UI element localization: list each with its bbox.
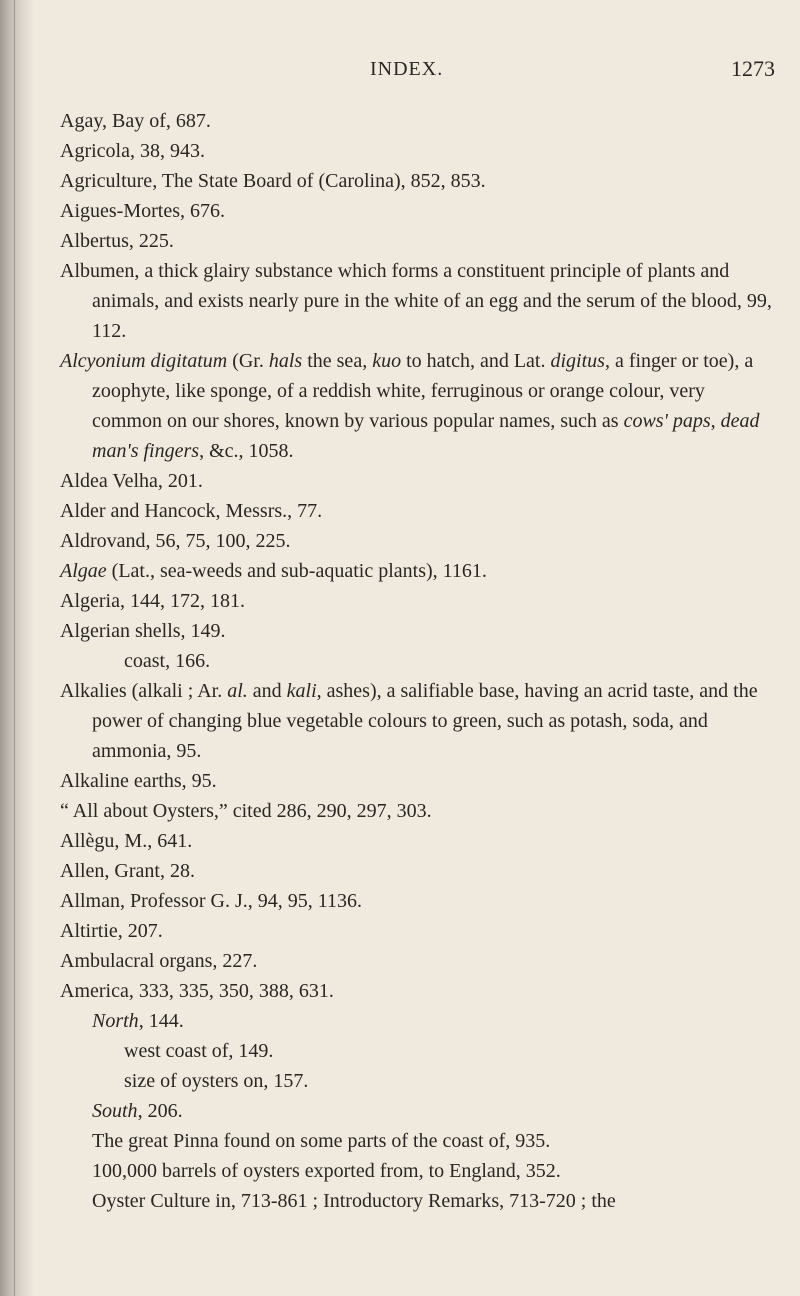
entry-text: , &c., 1058.: [199, 440, 294, 462]
entry-text: , a finger or toe), a zoophyte, like sponge, of a reddish white, ferruginous or orange colour, very common on our shores, known by various popular names, such as: [92, 350, 754, 432]
index-entry: [60, 346, 775, 466]
index-subentry: Oyster Culture in, 713-861 ; Introductory Remarks, 713-720 ; the: [92, 1190, 616, 1212]
index-subentry: size of oysters on, 157.: [124, 1070, 309, 1092]
index-entry: Agricola, 38, 943.: [60, 140, 205, 162]
index-subentry: [60, 1096, 775, 1126]
entry-term-italic: kuo: [372, 350, 402, 372]
entry-term-italic: cows' paps: [623, 410, 711, 432]
entry-text: the sea,: [302, 350, 373, 372]
entry-term-italic: dead man's fingers: [92, 410, 760, 462]
index-entry: “ All about Oysters,” cited 286, 290, 297, 303.: [60, 800, 432, 822]
page-binding-line: [14, 0, 15, 1296]
page-header: [60, 58, 775, 106]
index-subentry: The great Pinna found on some parts of the coast of, 935.: [92, 1130, 551, 1152]
entry-term-italic: Alcyonium digitatum: [60, 350, 228, 372]
index-entry: Allègu, M., 641.: [60, 830, 193, 852]
entry-term-italic: al.: [227, 680, 248, 702]
index-entry: Albumen, a thick glairy substance which forms a constituent principle of plants and animals, and exists nearly pure in the white of an egg and the serum of the blood, 99, 112.: [60, 260, 772, 342]
entry-text: to hatch, and Lat.: [401, 350, 551, 372]
index-entry: Algeria, 144, 172, 181.: [60, 590, 245, 612]
entry-text: and: [247, 680, 287, 702]
index-subentry: west coast of, 149.: [124, 1040, 274, 1062]
index-entry: Altirtie, 207.: [60, 920, 163, 942]
index-subentry: 100,000 barrels of oysters exported from, to England, 352.: [92, 1160, 561, 1182]
index-entry: Aldea Velha, 201.: [60, 470, 203, 492]
entry-text: , 144.: [138, 1010, 184, 1032]
entry-term-italic: North: [92, 1010, 139, 1032]
entry-term-italic: hals: [268, 350, 303, 372]
index-entry: Allen, Grant, 28.: [60, 860, 195, 882]
index-subentry: [60, 1006, 775, 1036]
index-page: [60, 58, 775, 1216]
entry-term-italic: South: [92, 1100, 138, 1122]
index-entry: Ambulacral organs, 227.: [60, 950, 258, 972]
index-entry: Albertus, 225.: [60, 230, 174, 252]
index-entry: Aigues-Mortes, 676.: [60, 200, 225, 222]
index-entry: Agay, Bay of, 687.: [60, 110, 211, 132]
entry-text: Alkalies (alkali ; Ar.: [60, 680, 228, 702]
index-entry: America, 333, 335, 350, 388, 631.: [60, 980, 334, 1002]
index-entries: [60, 106, 775, 1216]
entry-text: ,: [710, 410, 721, 432]
index-entry: Aldrovand, 56, 75, 100, 225.: [60, 530, 291, 552]
index-entry: Allman, Professor G. J., 94, 95, 1136.: [60, 890, 363, 912]
index-entry: [60, 676, 775, 766]
entry-term-italic: kali: [286, 680, 317, 702]
entry-text: , 206.: [137, 1100, 183, 1122]
index-entry: [60, 556, 775, 586]
index-entry: Algerian shells, 149.: [60, 620, 226, 642]
index-subentry: coast, 166.: [124, 650, 211, 672]
running-head: INDEX.: [370, 58, 444, 80]
entry-text: (Gr.: [227, 350, 269, 372]
index-entry: Alder and Hancock, Messrs., 77.: [60, 500, 323, 522]
page-binding-shadow: [0, 0, 34, 1296]
entry-text: (Lat., sea-weeds and sub-aquatic plants), 1161.: [106, 560, 487, 582]
entry-term-italic: digitus: [550, 350, 605, 372]
index-entry: Agriculture, The State Board of (Carolina), 852, 853.: [60, 170, 486, 192]
index-entry: Alkaline earths, 95.: [60, 770, 217, 792]
page-number: 1273: [731, 56, 775, 81]
entry-text: , ashes), a salifiable base, having an acrid taste, and the power of changing blue vegetable colours to green, such as potash, soda, and ammonia, 95.: [92, 680, 758, 762]
entry-term-italic: Algae: [60, 560, 107, 582]
